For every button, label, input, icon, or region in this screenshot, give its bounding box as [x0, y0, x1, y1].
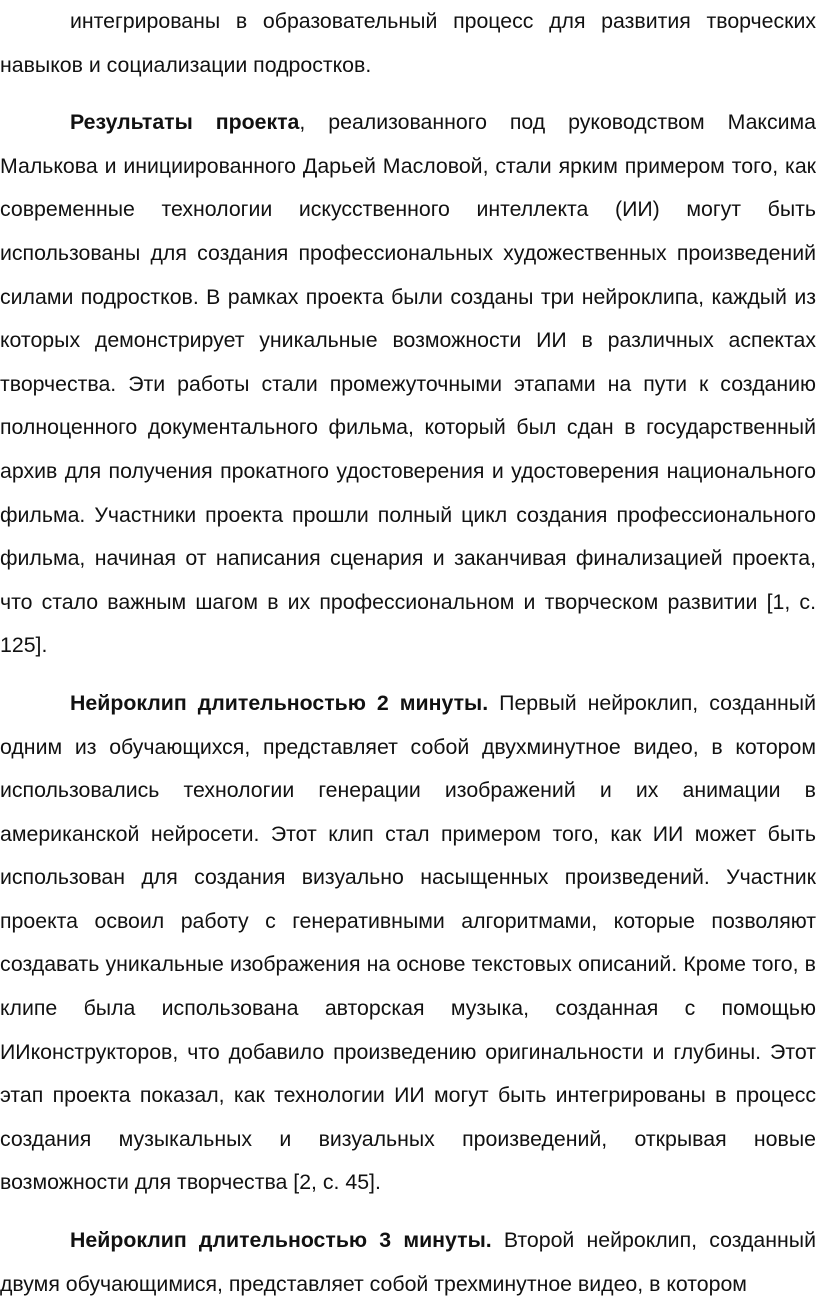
paragraph-clip-3-minutes	[0, 1219, 816, 1306]
paragraph-clip-2-minutes	[0, 682, 816, 1205]
paragraph-text: Второй нейроклип, созданный двумя обучающимися, представляет собой трехминутное видео, в котором	[0, 1228, 816, 1296]
paragraph-text: интегрированы в образовательный процесс для развития творческих навыков и социализации подростков.	[0, 9, 816, 77]
paragraph-continuation	[0, 0, 816, 87]
paragraph-text: , реализованного под руководством Максима Малькова и инициированного Дарьей Масловой, стали ярким примером того, как современные технологии искусственного интеллекта (ИИ) могут быть использованы для создания профессиональных художественных произведений силами подростков. В рамках проекта были созданы три нейроклипа, каждый из которых демонстрирует уникальные возможности ИИ в различных аспектах творчества. Эти работы стали промежуточными этапами на пути к созданию полноценного документального фильма, который был сдан в государственный архив для получения прокатного удостоверения и удостоверения национального фильма. Участники проекта прошли полный цикл создания профессионального фильма, начиная от написания сценария и заканчивая финализацией проекта, что стало важным шагом в их профессиональном и творческом развитии [1, с. 125].	[0, 110, 816, 658]
paragraph-lead: Результаты проекта	[70, 110, 300, 135]
paragraph-lead: Нейроклип длительностью 2 минуты.	[70, 690, 489, 715]
paragraph-text: Первый нейроклип, созданный одним из обучающихся, представляет собой двухминутное видео, в котором использовались технологии генерации изображений и их анимации в американской нейросети. Этот клип стал примером того, как ИИ может быть использован для создания визуально насыщенных произведений. Участник проекта освоил работу с генеративными алгоритмами, которые позволяют создавать уникальные изображения на основе текстовых описаний. Кроме того, в клипе была использована авторская музыка, созданная с помощью ИИконструкторов, что добавило произведению оригинальности и глубины. Этот этап проекта показал, как технологии ИИ могут быть интегрированы в процесс создания музыкальных и визуальных произведений, открывая новые возможности для творчества [2, с. 45].	[0, 690, 816, 1195]
paragraph-project-results	[0, 101, 816, 668]
paragraph-lead: Нейроклип длительностью 3 минуты.	[70, 1228, 492, 1253]
